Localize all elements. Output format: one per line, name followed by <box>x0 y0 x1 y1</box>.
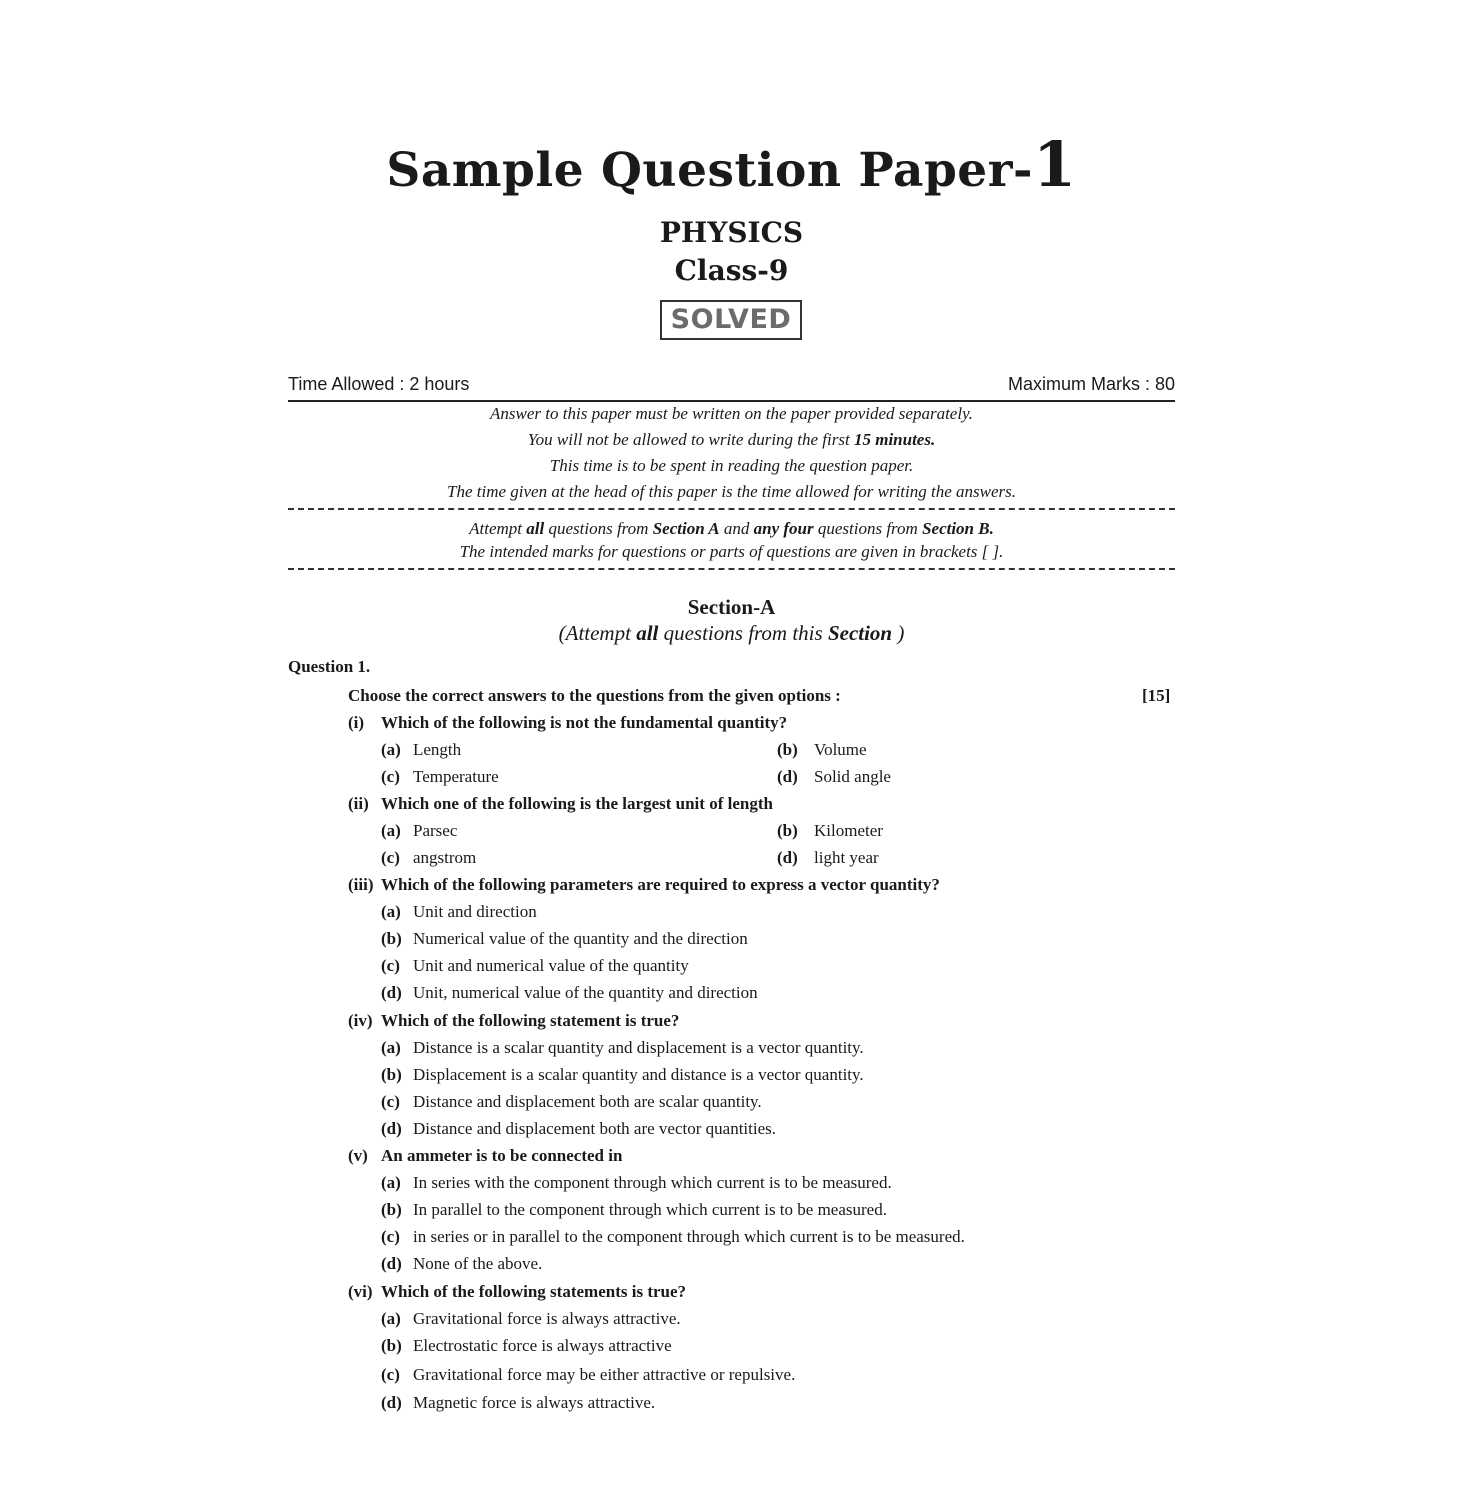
question-text: Which one of the following is the largest unit of length <box>381 794 773 813</box>
option <box>381 848 476 868</box>
instruction-line-1: Answer to this paper must be written on the paper provided separately. <box>490 404 973 423</box>
instruction-text: You will not be allowed to write during the first <box>527 430 854 449</box>
option-letter: (a) <box>381 1309 401 1328</box>
option-text: Gravitational force is always attractive. <box>413 1309 681 1328</box>
question-text: An ammeter is to be connected in <box>381 1146 623 1165</box>
instruction-text: and <box>719 519 754 538</box>
question-marks: [15] <box>1142 686 1171 705</box>
question-label: Question 1. <box>288 657 371 676</box>
subject-heading: PHYSICS <box>659 216 804 249</box>
option-text: Unit, numerical value of the quantity and direction <box>413 983 758 1002</box>
option-letter: (b) <box>381 1336 402 1355</box>
instruction-line-2 <box>288 430 1175 450</box>
option <box>381 1227 965 1247</box>
option-text: in series or in parallel to the component through which current is to be measured. <box>413 1227 965 1246</box>
option <box>381 956 689 976</box>
option <box>381 1065 864 1085</box>
option <box>381 1365 795 1385</box>
option-letter: (d) <box>381 983 402 1002</box>
option-text: Length <box>413 740 462 759</box>
question-item <box>348 1011 679 1031</box>
option-letter: (a) <box>381 740 401 759</box>
option <box>381 1336 672 1356</box>
option-text: angstrom <box>413 848 477 867</box>
instruction-emphasis: any four <box>753 519 814 538</box>
option <box>381 1092 762 1112</box>
section-subtitle-text: questions from this <box>658 621 828 645</box>
instruction-emphasis: all <box>526 519 545 538</box>
instruction-line-5 <box>288 519 1175 539</box>
option-text: Distance and displacement both are vector quantities. <box>413 1119 777 1138</box>
option-text: Displacement is a scalar quantity and distance is a vector quantity. <box>413 1065 864 1084</box>
option-letter: (d) <box>777 767 798 786</box>
option-text: Numerical value of the quantity and the direction <box>413 929 748 948</box>
option <box>381 767 499 787</box>
section-subtitle-emphasis: all <box>636 621 659 645</box>
option-text: Magnetic force is always attractive. <box>413 1393 656 1412</box>
option-text: Temperature <box>413 767 499 786</box>
question-text: Which of the following statement is true? <box>381 1011 680 1030</box>
option-letter: (c) <box>381 1365 400 1384</box>
option-text: Gravitational force may be either attractive or repulsive. <box>413 1365 796 1384</box>
instruction-line-3: This time is to be spent in reading the question paper. <box>549 456 914 475</box>
option-letter: (b) <box>381 1065 402 1084</box>
instruction-emphasis: Section A <box>652 519 720 538</box>
option-letter: (c) <box>381 767 400 786</box>
option-text: In parallel to the component through which current is to be measured. <box>413 1200 887 1219</box>
option <box>381 821 457 841</box>
option <box>381 902 537 922</box>
option-text: Volume <box>814 740 867 759</box>
question-item <box>348 1282 686 1302</box>
question-item <box>348 713 787 733</box>
option-text: Unit and numerical value of the quantity <box>413 956 689 975</box>
class-heading: Class-9 <box>674 254 789 287</box>
option-text: Solid angle <box>814 767 891 786</box>
question-text: Which of the following statements is true? <box>381 1282 687 1301</box>
option-letter: (a) <box>381 821 401 840</box>
option-letter: (d) <box>381 1119 402 1138</box>
option-letter: (b) <box>777 740 798 759</box>
option-letter: (a) <box>381 902 401 921</box>
instruction-text: questions from <box>544 519 653 538</box>
option <box>381 1119 776 1139</box>
option-letter: (a) <box>381 1173 401 1192</box>
section-title: Section-A <box>687 595 776 619</box>
option <box>381 1393 655 1413</box>
option-letter: (c) <box>381 956 400 975</box>
paper-title-text: Sample Question Paper- <box>386 143 1033 198</box>
option-text: light year <box>814 848 879 867</box>
paper-title <box>0 128 1463 201</box>
instruction-emphasis: Section B. <box>922 519 994 538</box>
option <box>381 1038 864 1058</box>
option-letter: (a) <box>381 1038 401 1057</box>
option-letter: (c) <box>381 1092 400 1111</box>
option <box>381 1200 887 1220</box>
dashed-divider <box>288 568 1175 570</box>
question-number: (iii) <box>348 875 374 894</box>
instruction-text: questions from <box>813 519 923 538</box>
option-text: Parsec <box>413 821 458 840</box>
instruction-line-6: The intended marks for questions or parts of questions are given in brackets [ ]. <box>459 542 1004 561</box>
question-number: (i) <box>348 713 365 732</box>
option-letter: (b) <box>381 929 402 948</box>
instruction-line-4: The time given at the head of this paper is the time allowed for writing the answers. <box>447 482 1016 501</box>
section-subtitle-text: (Attempt <box>558 621 637 645</box>
question-number: (v) <box>348 1146 368 1165</box>
question-number: (vi) <box>348 1282 373 1301</box>
maximum-marks: Maximum Marks : 80 <box>1007 374 1175 394</box>
question-text: Which of the following parameters are required to express a vector quantity? <box>381 875 940 894</box>
time-allowed: Time Allowed : 2 hours <box>288 374 470 394</box>
option <box>381 1254 542 1274</box>
option-letter: (b) <box>381 1200 402 1219</box>
question-item <box>348 875 940 895</box>
option-text: Distance and displacement both are scalar quantity. <box>413 1092 762 1111</box>
option-letter: (b) <box>777 821 798 840</box>
section-subtitle-emphasis: Section <box>827 621 893 645</box>
option <box>777 767 891 787</box>
option <box>777 740 867 760</box>
option <box>777 821 883 841</box>
option-letter: (d) <box>381 1254 402 1273</box>
section-subtitle-text: ) <box>892 621 905 645</box>
option-text: Kilometer <box>814 821 883 840</box>
option-text: None of the above. <box>413 1254 543 1273</box>
instruction-emphasis: 15 minutes. <box>853 430 936 449</box>
question-item <box>348 1146 622 1166</box>
question-number: (iv) <box>348 1011 373 1030</box>
option-letter: (c) <box>381 848 400 867</box>
section-subtitle <box>0 621 1463 646</box>
question-lead: Choose the correct answers to the questions from the given options : <box>348 686 841 705</box>
option-letter: (d) <box>381 1393 402 1412</box>
option <box>381 983 758 1003</box>
option-text: Distance is a scalar quantity and displacement is a vector quantity. <box>413 1038 864 1057</box>
paper-title-number: 1 <box>1032 128 1077 201</box>
option <box>381 740 461 760</box>
option <box>381 1309 681 1329</box>
option-text: In series with the component through which current is to be measured. <box>413 1173 892 1192</box>
option-text: Electrostatic force is always attractive <box>413 1336 672 1355</box>
header-rule <box>288 400 1175 402</box>
option <box>381 929 748 949</box>
dashed-divider <box>288 508 1175 510</box>
question-text: Which of the following is not the fundamental quantity? <box>381 713 788 732</box>
option <box>777 848 879 868</box>
question-number: (ii) <box>348 794 369 813</box>
option-text: Unit and direction <box>413 902 537 921</box>
option <box>381 1173 892 1193</box>
question-item <box>348 794 773 814</box>
instruction-text: Attempt <box>469 519 527 538</box>
solved-badge: SOLVED <box>660 300 802 340</box>
option-letter: (d) <box>777 848 798 867</box>
option-letter: (c) <box>381 1227 400 1246</box>
